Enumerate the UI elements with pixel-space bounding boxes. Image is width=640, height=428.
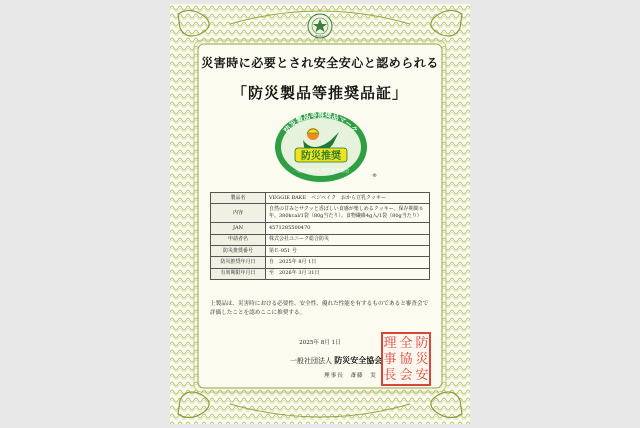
issuing-organization: [290, 355, 382, 366]
svg-text:防災製品等推奨品マーク: 防災製品等推奨品マーク: [282, 111, 360, 135]
table-row: [211, 257, 430, 268]
row-value: 自 2025年 8月 1日: [266, 257, 430, 268]
row-label: 防災推奨年月日: [211, 257, 266, 268]
seal-character: 理: [383, 336, 397, 351]
row-value: 至 2026年 3月 31日: [266, 268, 430, 279]
table-row: [211, 223, 430, 234]
product-info-table: [210, 192, 430, 280]
representative-name: 理事長 斎藤 実: [324, 373, 377, 379]
seal-character: 協: [399, 352, 413, 367]
row-label: 有効期限年月日: [211, 268, 266, 279]
certificate-heading: 災害時に必要とされ安全安心と認められる: [201, 56, 439, 70]
row-label: 防災推奨番号: [211, 246, 266, 257]
row-label: 内容: [211, 204, 266, 223]
svg-text:一般社団法人 防災安全協会: 一般社団法人 防災安全協会: [292, 169, 350, 174]
svg-text:防災推奨: 防災推奨: [301, 151, 341, 162]
certification-statement: 上製品は、災害時における必要性、安全性、優れた性能を有するものであると審査会で評価したことを認めここに推奨する。: [210, 301, 429, 317]
table-row: [211, 193, 430, 204]
certificate-title: 「防災製品等推奨品証」: [231, 84, 408, 102]
row-value: 第Ｅ-951 号: [266, 246, 430, 257]
seal-character: 全: [399, 336, 413, 351]
table-row: [211, 234, 430, 245]
seal-character: 事: [383, 352, 397, 367]
row-value: VEGGIE BAKE ベジベイク おから豆乳クッキー: [266, 193, 430, 204]
registered-mark: ®: [372, 173, 377, 179]
certificate: [170, 4, 470, 424]
issue-date: 2025年 8月 1日: [299, 340, 341, 346]
org-prefix: 一般社団法人: [290, 357, 332, 365]
seal-character: 長: [383, 368, 397, 383]
seal-character: 防: [415, 336, 429, 351]
seal-character: 災: [415, 352, 429, 367]
svg-text:BOSAI: BOSAI: [315, 34, 325, 38]
row-label: 製品名: [211, 193, 266, 204]
seal-character: 安: [415, 368, 429, 383]
row-value: 自然の甘みとサクッと香ばしい食感が楽しめるクッキー。保存期間６年。380kcal/1袋（80g当たり）。食物繊維4g入/1袋（80g当たり）: [266, 204, 430, 223]
row-value: 4571285500470: [266, 223, 430, 234]
table-row: [211, 268, 430, 279]
row-label: JAN: [211, 223, 266, 234]
top-emblem-icon: [307, 13, 333, 39]
row-value: 株式会社ユニーク総合防災: [266, 234, 430, 245]
table-row: [211, 204, 430, 223]
org-name: 防災安全協会: [334, 355, 383, 365]
seal-character: 会: [399, 368, 413, 383]
row-label: 申請者名: [211, 234, 266, 245]
table-row: [211, 246, 430, 257]
bosai-recommended-mark-icon: [273, 110, 369, 184]
official-seal-icon: [381, 332, 431, 386]
